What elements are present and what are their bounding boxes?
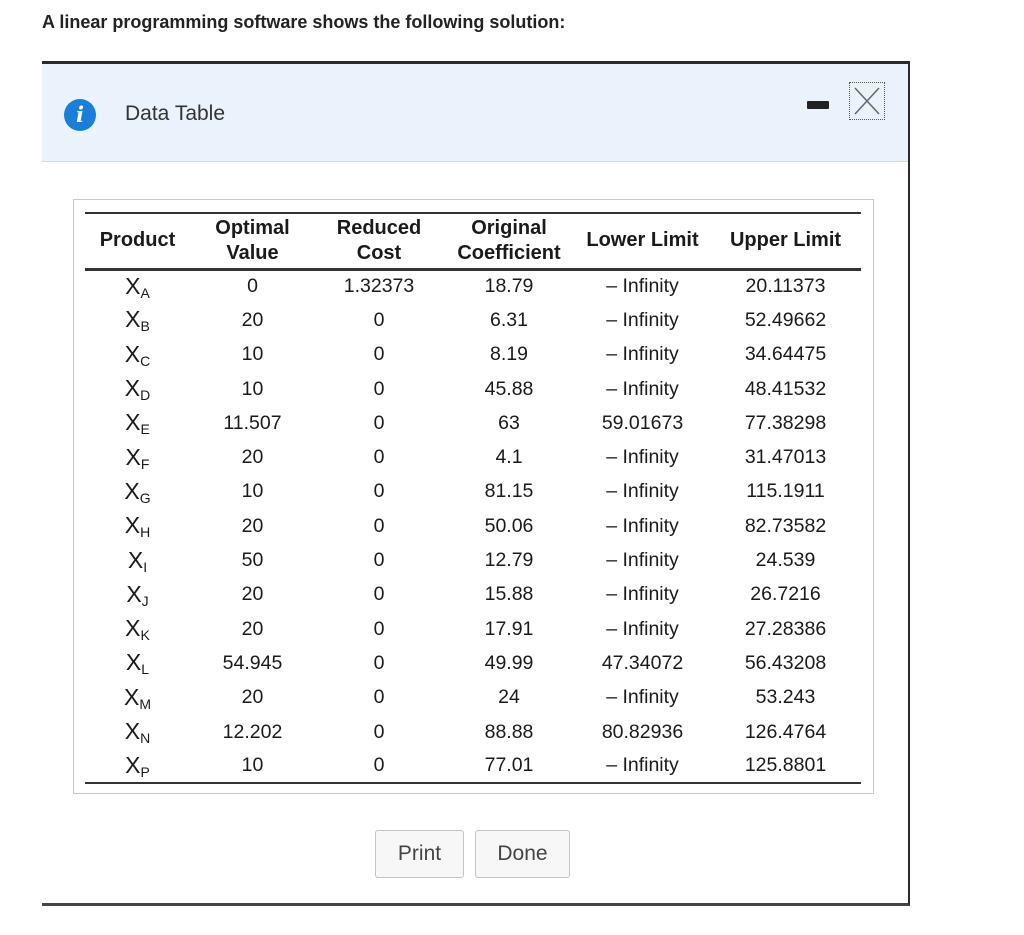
original-cell: 4.1: [495, 446, 523, 469]
product-cell: [85, 578, 190, 612]
upper-cell: 52.49662: [744, 308, 827, 331]
lower-cell: – Infinity: [606, 617, 679, 640]
product-subscript: N: [140, 730, 151, 746]
original-cell: 24: [498, 686, 520, 709]
header-product: [85, 213, 190, 269]
table-row: [85, 475, 861, 509]
product-subscript: G: [139, 489, 151, 506]
product-subscript: K: [140, 627, 150, 644]
lower-cell: 59.01673: [601, 411, 684, 434]
reduced-cell: 0: [373, 686, 385, 709]
upper-cell: 34.64475: [744, 343, 827, 366]
lower-cell: 80.82936: [601, 720, 684, 743]
original-cell: 6.31: [490, 308, 528, 331]
product-variable: X: [125, 443, 141, 470]
original-cell: 81.15: [484, 480, 534, 503]
upper-cell: 53.243: [755, 686, 816, 709]
minimize-icon[interactable]: [807, 101, 829, 109]
optimal-cell: 12.202: [222, 720, 283, 743]
done-button[interactable]: Done: [475, 830, 570, 878]
header-line: Lower Limit: [586, 229, 699, 252]
optimal-cell: 20: [241, 686, 264, 709]
header-line: Cost: [356, 241, 402, 264]
table-row: [85, 303, 861, 337]
product-cell: [85, 372, 190, 406]
header-optimal-value: [190, 213, 315, 269]
product-cell: [85, 749, 190, 783]
question-text: A linear programming software shows the following solution:: [42, 12, 566, 32]
header-line: Coefficient: [457, 241, 561, 264]
optimal-cell: 50: [241, 549, 264, 572]
original-cell: 77.01: [484, 754, 534, 777]
lower-cell: – Infinity: [606, 275, 679, 298]
table-row: [85, 578, 861, 612]
lower-cell: – Infinity: [606, 583, 679, 606]
table-row: [85, 715, 861, 749]
product-cell: [85, 406, 190, 440]
product-cell: [85, 612, 190, 646]
original-cell: 50.06: [484, 514, 534, 537]
product-variable: X: [127, 546, 144, 573]
optimal-cell: 10: [241, 343, 264, 366]
optimal-cell: 20: [241, 583, 264, 606]
upper-cell: 82.73582: [744, 514, 827, 537]
header-reduced-cost: [315, 213, 443, 269]
lower-cell: – Infinity: [606, 377, 679, 400]
optimal-cell: 10: [241, 754, 264, 777]
reduced-cell: 0: [373, 583, 385, 606]
product-variable: X: [125, 615, 141, 642]
product-variable: X: [125, 751, 141, 778]
table-row: [85, 681, 861, 715]
reduced-cell: 0: [373, 480, 385, 503]
header-line: Optimal: [215, 216, 290, 239]
product-subscript: F: [140, 455, 150, 472]
product-subscript: H: [140, 524, 151, 541]
product-subscript: P: [140, 763, 150, 780]
product-cell: [85, 269, 190, 303]
reduced-cell: 1.32373: [343, 275, 415, 298]
product-variable: X: [125, 272, 141, 299]
optimal-cell: 10: [241, 377, 264, 400]
product-variable: X: [124, 340, 141, 367]
table-row: [85, 612, 861, 646]
table-row: [85, 543, 861, 577]
product-subscript: B: [140, 318, 150, 335]
product-cell: [85, 440, 190, 474]
header-line: Upper Limit: [729, 229, 842, 252]
product-variable: X: [124, 718, 141, 744]
reduced-cell: 0: [373, 651, 385, 674]
header-line: Product: [99, 229, 176, 252]
original-cell: 17.91: [484, 617, 534, 640]
upper-cell: 24.539: [755, 549, 816, 572]
header-upper-limit: [710, 213, 861, 269]
original-cell: 12.79: [484, 549, 534, 572]
original-cell: 88.88: [484, 720, 534, 743]
product-variable: X: [123, 683, 140, 710]
lower-cell: – Infinity: [606, 754, 679, 777]
header-line: Original: [471, 216, 547, 239]
upper-cell: 27.28386: [744, 617, 827, 640]
header-line: Reduced: [336, 216, 422, 239]
product-cell: [85, 475, 190, 509]
table-row: [85, 749, 861, 783]
optimal-cell: 20: [241, 308, 264, 331]
optimal-cell: 20: [241, 617, 264, 640]
product-variable: X: [124, 477, 140, 504]
original-cell: 8.19: [490, 343, 528, 366]
upper-cell: 126.4764: [744, 720, 827, 743]
original-cell: 63: [498, 411, 520, 434]
lower-cell: – Infinity: [606, 549, 679, 572]
lower-cell: – Infinity: [606, 480, 679, 503]
product-subscript: J: [141, 592, 149, 609]
optimal-cell: 0: [247, 275, 258, 298]
reduced-cell: 0: [373, 446, 385, 469]
product-cell: [85, 681, 190, 715]
table-row: [85, 440, 861, 474]
optimal-cell: 20: [241, 446, 264, 469]
reduced-cell: 0: [373, 377, 385, 400]
optimal-cell: 11.507: [223, 411, 282, 434]
optimal-cell: 54.945: [222, 651, 283, 674]
data-table-dialog: [42, 61, 910, 906]
table-frame: [73, 199, 874, 794]
lower-cell: – Infinity: [606, 514, 679, 537]
header-line: Value: [226, 241, 279, 264]
table-row: [85, 372, 861, 406]
lower-cell: – Infinity: [606, 446, 679, 469]
dialog-header: [42, 64, 908, 162]
product-variable: X: [126, 580, 142, 607]
table-row: [85, 646, 861, 680]
reduced-cell: 0: [373, 720, 385, 743]
print-button[interactable]: Print: [375, 830, 464, 878]
reduced-cell: 0: [373, 411, 385, 434]
header-lower-limit: [575, 213, 710, 269]
reduced-cell: 0: [373, 617, 385, 640]
upper-cell: 56.43208: [744, 651, 827, 674]
product-subscript: M: [139, 695, 151, 712]
header-original-coefficient: [443, 213, 575, 269]
reduced-cell: 0: [373, 754, 385, 777]
table-row: [85, 338, 861, 372]
solution-table: [85, 212, 861, 784]
product-subscript: E: [140, 421, 150, 438]
product-subscript: C: [140, 352, 151, 369]
reduced-cell: 0: [373, 308, 385, 331]
lower-cell: – Infinity: [606, 308, 679, 331]
close-icon[interactable]: [849, 82, 885, 120]
info-icon: i: [64, 99, 96, 131]
product-cell: [85, 543, 190, 577]
dialog-title: Data Table: [125, 102, 226, 125]
lower-cell: – Infinity: [606, 686, 679, 709]
product-cell: [85, 646, 190, 680]
table-header-row: [85, 213, 861, 269]
product-cell: [85, 715, 190, 749]
upper-cell: 31.47013: [744, 446, 827, 469]
product-subscript: L: [141, 661, 150, 678]
product-variable: X: [125, 649, 142, 676]
product-cell: [85, 509, 190, 543]
product-subscript: A: [140, 284, 150, 301]
product-variable: X: [124, 512, 141, 539]
product-cell: [85, 303, 190, 337]
product-variable: X: [124, 375, 141, 402]
upper-cell: 77.38298: [744, 411, 827, 434]
upper-cell: 26.7216: [750, 583, 821, 606]
lower-cell: 47.34072: [601, 651, 684, 674]
table-row: [85, 269, 861, 303]
product-cell: [85, 338, 190, 372]
product-subscript: I: [143, 558, 148, 575]
table-row: [85, 509, 861, 543]
table-row: [85, 406, 861, 440]
upper-cell: 20.11373: [745, 275, 826, 298]
reduced-cell: 0: [373, 549, 385, 572]
original-cell: 45.88: [484, 377, 534, 400]
reduced-cell: 0: [373, 343, 385, 366]
original-cell: 18.79: [484, 275, 534, 298]
product-variable: X: [125, 306, 141, 333]
optimal-cell: 20: [241, 514, 264, 537]
product-variable: X: [125, 409, 141, 436]
original-cell: 15.88: [484, 583, 534, 606]
reduced-cell: 0: [373, 514, 385, 537]
upper-cell: 115.1911: [746, 480, 825, 503]
product-subscript: D: [140, 387, 151, 404]
optimal-cell: 10: [241, 480, 264, 503]
lower-cell: – Infinity: [606, 343, 679, 366]
original-cell: 49.99: [484, 651, 534, 674]
upper-cell: 125.8801: [744, 754, 827, 777]
upper-cell: 48.41532: [744, 377, 827, 400]
